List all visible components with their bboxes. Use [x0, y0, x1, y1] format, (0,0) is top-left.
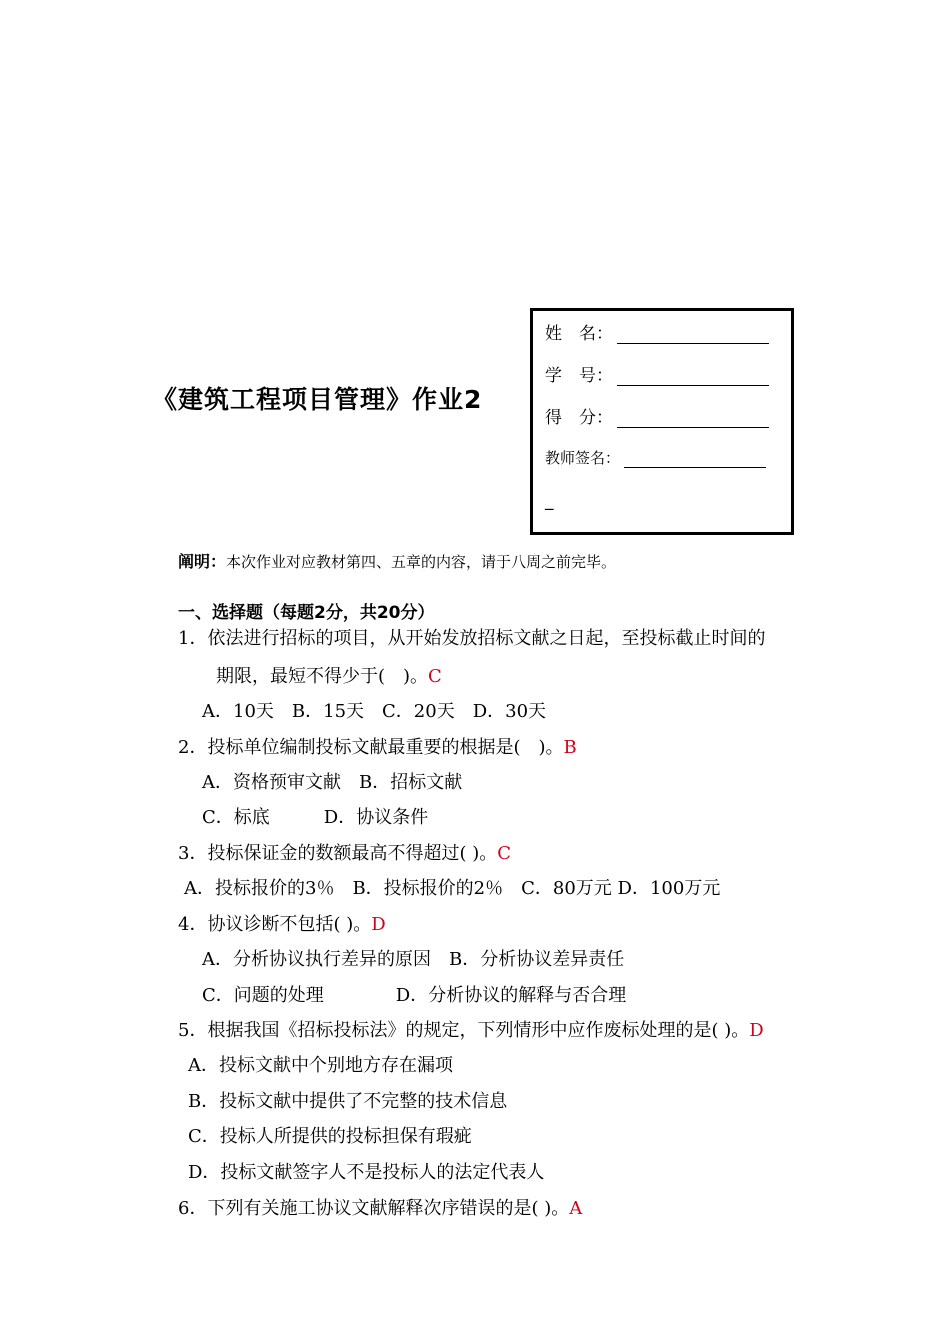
question-6-stem: 6．下列有关施工协议文献解释次序错误的是( )。A: [178, 1198, 583, 1219]
note-label: 阐明：: [178, 552, 227, 571]
name-row: [545, 319, 769, 344]
name-blank: [617, 327, 769, 344]
instructions-note: [178, 549, 616, 572]
question-4-stem: 4．协议诊断不包括( )。D: [178, 914, 386, 935]
question-5-option-b: B．投标文献中提供了不完整的技术信息: [188, 1091, 508, 1112]
question-5-option-a: A．投标文献中个别地方存在漏项: [188, 1055, 453, 1076]
score-blank: [617, 411, 769, 428]
score-label: 得 分：: [545, 408, 613, 428]
question-3-options: A．投标报价的3％ B．投标报价的2％ C．80万元 D．100万元: [184, 878, 721, 899]
note-text: 本次作业对应教材第四、五章的内容，请于八周之前完毕。: [226, 553, 617, 571]
section-title: 一、选择题（每题2分，共20分）: [178, 603, 435, 623]
question-5-stem: 5．根据我国《招标投标法》的规定，下列情形中应作废标处理的是( )。D: [178, 1020, 764, 1041]
student-id-row: [545, 361, 769, 386]
question-2-answer: B: [563, 737, 577, 758]
teacher-signature-blank: [624, 451, 766, 468]
question-4-answer: D: [371, 914, 386, 935]
question-3-stem: 3．投标保证金的数额最高不得超过( )。C: [178, 843, 511, 864]
question-6-answer: A: [569, 1198, 583, 1219]
question-4-options-line-2: C．问题的处理 D．分析协议的解释与否合理: [202, 985, 627, 1006]
student-id-label: 学 号：: [545, 366, 613, 386]
question-5-option-c: C．投标人所提供的投标担保有瑕疵: [188, 1126, 472, 1147]
trailing-mark: _: [545, 491, 554, 511]
question-2-options-line-2: C．标底 D．协议条件: [202, 807, 429, 828]
student-id-blank: [617, 369, 769, 386]
question-1-options: A．10天 B．15天 C．20天 D．30天: [202, 701, 547, 722]
teacher-signature-label: 教师签名：: [545, 449, 621, 467]
student-info-box: [530, 308, 794, 535]
question-1-answer: C: [428, 666, 442, 687]
question-5-option-d: D．投标文献签字人不是投标人的法定代表人: [188, 1162, 545, 1183]
name-label: 姓 名：: [545, 324, 613, 344]
question-3-answer: C: [497, 843, 511, 864]
question-4-options-line-1: A．分析协议执行差异的原因 B．分析协议差异责任: [202, 949, 625, 970]
document-title: 《建筑工程项目管理》作业2: [152, 385, 483, 414]
question-2-options-line-1: A．资格预审文献 B．招标文献: [202, 772, 463, 793]
question-1-stem: 1．依法进行招标的项目，从开始发放招标文献之日起，至投标截止时间的: [178, 628, 766, 649]
teacher-signature-row: [545, 447, 766, 468]
score-row: [545, 403, 769, 428]
question-1-stem-cont: 期限，最短不得少于( )。C: [216, 666, 442, 687]
question-2-stem: 2．投标单位编制投标文献最重要的根据是( )。B: [178, 737, 577, 758]
question-5-answer: D: [749, 1020, 764, 1041]
